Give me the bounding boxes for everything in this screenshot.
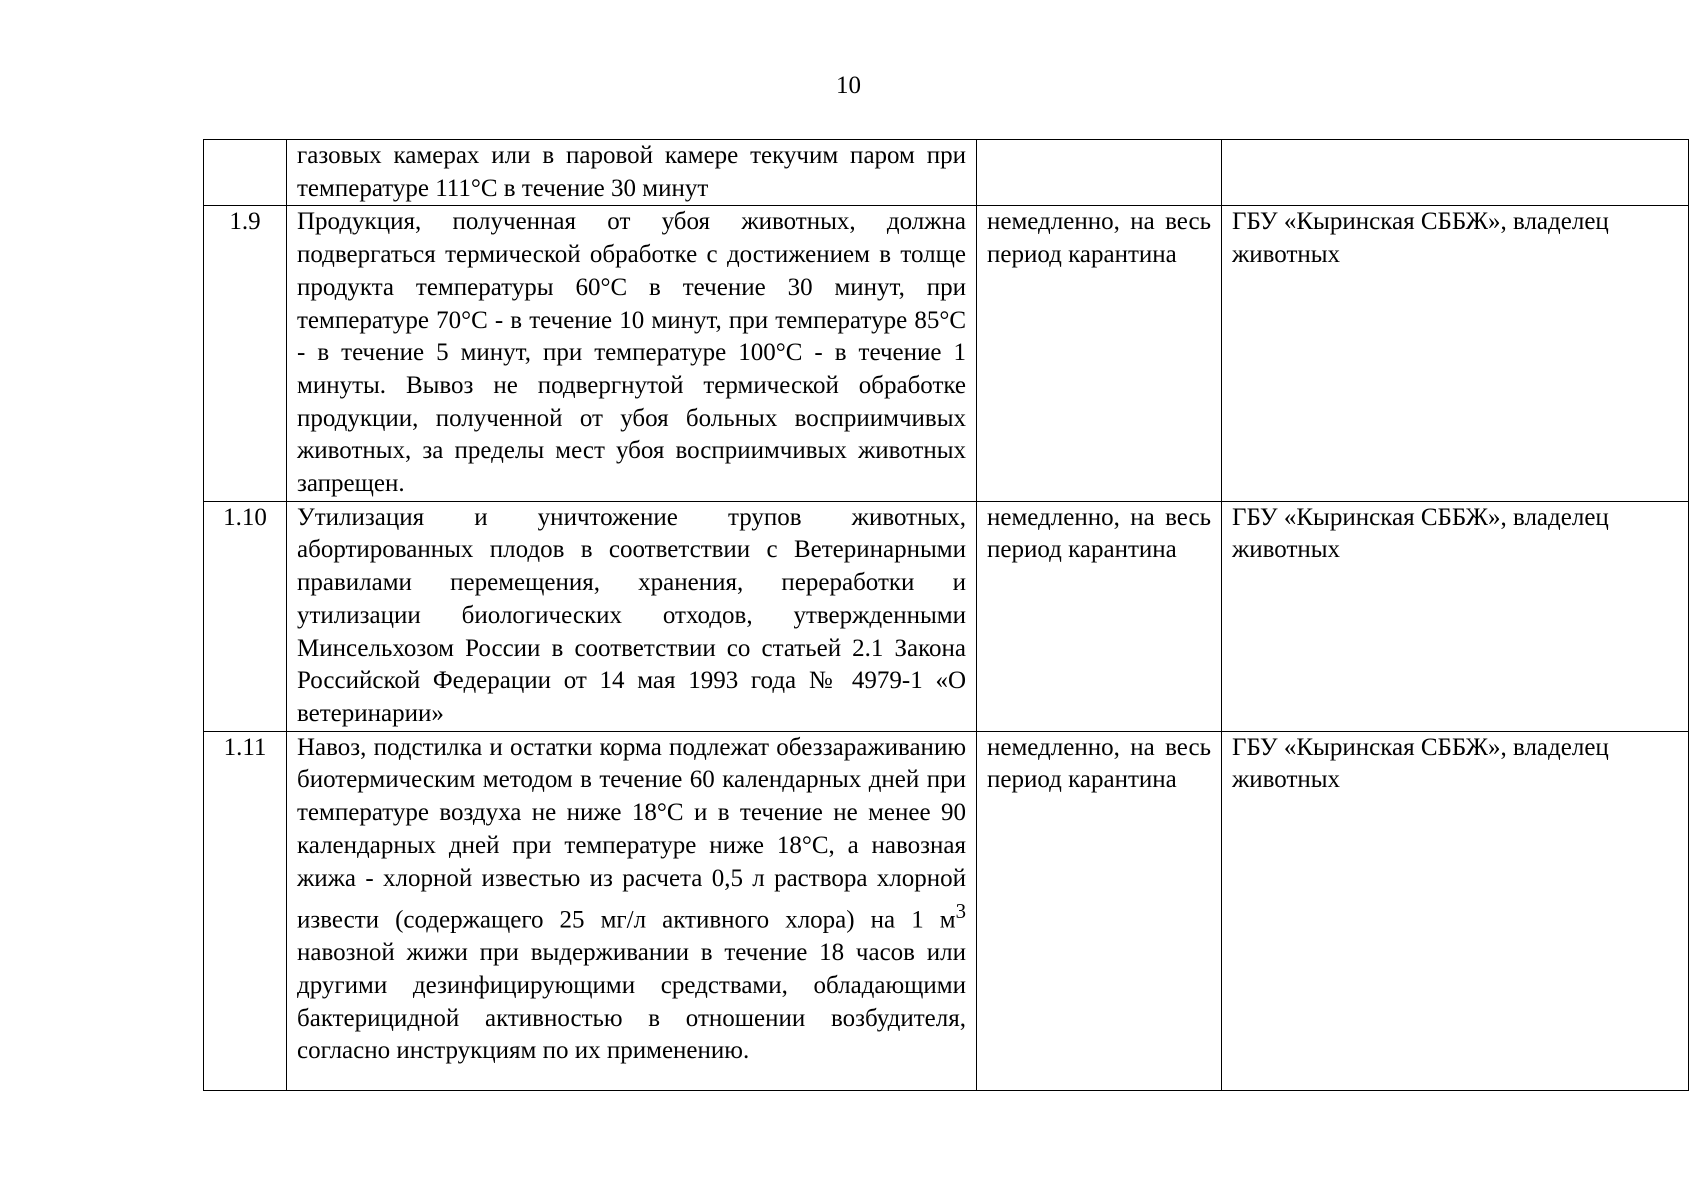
measure-text: Продукция, полученная от убоя животных, должна подвергаться термической обработке с достижением в толще продукта температуры 60°С в течение 30 минут, при температуре 70°С - в течение 10 минут, при температуре 85°С - в течение 5 минут, при температуре 100°С - в течение 1 минуты. Вывоз не подвергнутой термической обработке продукции, полученной от убоя больных восприимчивых животных, за пределы мест убоя восприимчивых животных запрещен. [297,208,966,498]
responsible-cell [1222,140,1689,206]
term-cell [977,140,1222,206]
superscript-exponent: 3 [955,899,966,924]
term-cell: немедленно, на весь период карантина [977,206,1222,501]
measure-text: Навоз, подстилка и остатки корма подлежат обеззараживанию биотермическим методом в течение 60 календарных дней при температуре воздуха не ниже 18°С и в течение не менее 90 календарных дней при температуре ниже 18°С, а навозная жижа - хлорной известью из расчета 0,5 л раствора хлорной извести (содержащего 25 мг/л активного хлора) на 1 м [297,733,966,934]
measure-cell [287,731,977,1090]
measures-table [203,139,1689,1091]
measure-cell [287,140,977,206]
table-row [204,206,1689,501]
measure-cell [287,206,977,501]
measure-text: Утилизация и уничтожение трупов животных, абортированных плодов в соответствии с Ветеринарными правилами перемещения, хранения, переработки и утилизации биологических отходов, утвержденными Минсельхозом России в соответствии со статьей 2.1 Закона Российской Федерации от 14 мая 1993 года № 4979-1 «О ветеринарии» [297,503,966,727]
row-number: 1.11 [204,731,287,1090]
term-cell: немедленно, на весь период карантина [977,501,1222,731]
row-number: 1.10 [204,501,287,731]
table-row [204,140,1689,206]
measure-text: газовых камерах или в паровой камере текучим паром при температуре 111°С в течение 30 минут [297,142,966,202]
responsible-cell: ГБУ «Кыринская СББЖ», владелец животных [1222,501,1689,731]
row-number [204,140,287,206]
measure-cell [287,501,977,731]
responsible-cell: ГБУ «Кыринская СББЖ», владелец животных [1222,731,1689,1090]
page-number: 10 [836,72,861,99]
measure-text-continued: навозной жижи при выдерживании в течение 18 часов или другими дезинфицирующими средствами, обладающими бактерицидной активностью в отношении возбудителя, согласно инструкциям по их применению. [297,939,966,1065]
term-cell: немедленно, на весь период карантина [977,731,1222,1090]
table-row [204,501,1689,731]
responsible-cell: ГБУ «Кыринская СББЖ», владелец животных [1222,206,1689,501]
table-row [204,731,1689,1090]
row-number: 1.9 [204,206,287,501]
